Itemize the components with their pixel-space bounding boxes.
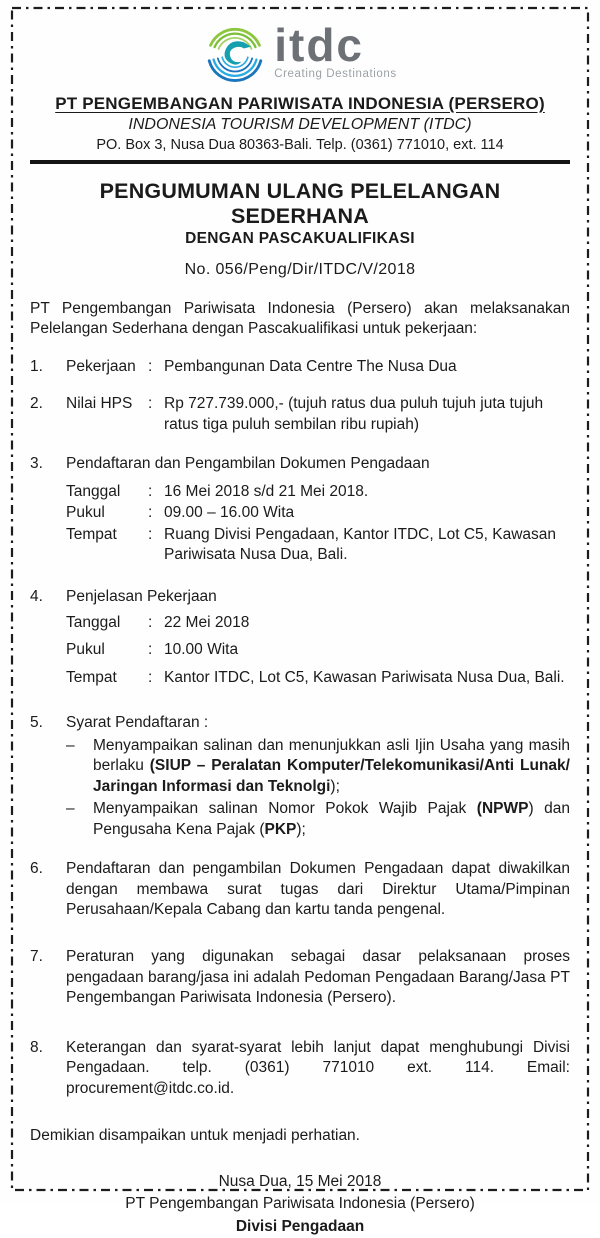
colon: : xyxy=(148,613,153,631)
bullet-text: Menyampaikan salinan Nomor Pokok Wajib Pajak (NPWP) dan Pengusaha Kena Pajak (PKP); xyxy=(93,800,570,838)
row-value: 22 Mei 2018 xyxy=(164,613,250,631)
detail-row xyxy=(66,613,570,633)
row-value: Kantor ITDC, Lot C5, Kawasan Pariwisata Nusa Dua, Bali. xyxy=(164,668,565,686)
colon: : xyxy=(148,525,153,543)
colon: : xyxy=(148,504,153,522)
signature-place-date: Nusa Dua, 15 Mei 2018 xyxy=(218,1172,382,1190)
item-value: Rp 727.739.000,- (tujuh ratus dua puluh tujuh juta tujuh ratus tiga puluh sembilan ribu rupiah) xyxy=(164,395,544,433)
signature-division: Divisi Pengadaan xyxy=(235,1217,365,1235)
item-text: Keterangan dan syarat-syarat lebih lanjut dapat menghubungi Divisi Pengadaan. telp. (0361) 771010 ext. 114. Email: procurement@itdc.co.id. xyxy=(66,1038,570,1097)
item-heading-row xyxy=(30,713,570,733)
company-subtitle: INDONESIA TOURISM DEVELOPMENT (ITDC) xyxy=(128,116,472,133)
row-value: 16 Mei 2018 s/d 21 Mei 2018. xyxy=(164,482,369,500)
bullet-dash: – xyxy=(66,800,75,818)
row-label: Tempat xyxy=(66,668,117,686)
item-number: 6. xyxy=(30,860,43,878)
colon: : xyxy=(148,395,153,413)
signature-company: PT Pengembangan Pariwisata Indonesia (Persero) xyxy=(125,1195,475,1213)
row-label: Pukul xyxy=(66,504,105,522)
detail-row xyxy=(66,640,570,660)
detail-row xyxy=(66,503,570,523)
item-number: 3. xyxy=(30,455,43,473)
company-name: PT PENGEMBANGAN PARIWISATA INDONESIA (PERSERO) xyxy=(55,94,545,113)
item-2-nilai-hps xyxy=(30,394,570,435)
bullet-item xyxy=(66,736,570,797)
bullet-item xyxy=(66,799,570,840)
item-heading: Syarat Pendaftaran : xyxy=(66,714,209,732)
colon: : xyxy=(148,668,153,686)
row-label: Tanggal xyxy=(66,482,121,500)
item-label: Nilai HPS xyxy=(66,395,133,413)
item-number: 1. xyxy=(30,357,43,375)
item-4-penjelasan xyxy=(30,587,570,689)
itdc-wordmark: itdc xyxy=(274,18,364,71)
itdc-wordmark-block xyxy=(274,18,397,81)
bullet-text: Menyampaikan salinan dan menunjukkan asli Ijin Usaha yang masih berlaku (SIUP – Peralatan Komputer/Telekomunikasi/Anti Lunak/ Jaringan Informasi dan Teknolgi); xyxy=(93,736,570,795)
item-heading: Pendaftaran dan Pengambilan Dokumen Pengadaan xyxy=(66,455,430,473)
item-heading-row xyxy=(30,587,570,607)
requirement-bullets xyxy=(30,736,570,840)
row-value: 09.00 – 16.00 Wita xyxy=(164,504,295,522)
colon: : xyxy=(148,641,153,659)
item-detail-rows xyxy=(30,613,570,688)
closing-line: Demikian disampaikan untuk menjadi perhatian. xyxy=(30,1127,360,1145)
item-heading: Penjelasan Pekerjaan xyxy=(66,587,217,605)
detail-row xyxy=(66,482,570,502)
bullet-dash: – xyxy=(66,736,75,754)
announcement-subtitle: DENGAN PASCAKUALIFIKASI xyxy=(185,230,415,247)
item-6-perwakilan xyxy=(30,859,570,920)
item-8-keterangan xyxy=(30,1038,570,1099)
item-1-pekerjaan xyxy=(30,357,570,377)
row-label: Tempat xyxy=(66,525,117,543)
item-number: 2. xyxy=(30,395,43,413)
signature-block xyxy=(30,1171,570,1238)
item-number: 5. xyxy=(30,714,43,732)
item-number: 8. xyxy=(30,1038,43,1056)
item-text: Pendaftaran dan pengambilan Dokumen Pengadaan dapat diwakilkan dengan membawa surat tugas dari Direktur Utama/Pimpinan Perusahaan/Kepala Cabang dan kartu tanda pengenal. xyxy=(66,860,570,918)
item-number: 4. xyxy=(30,587,43,605)
row-label: Pukul xyxy=(66,641,105,659)
item-heading-row xyxy=(30,454,570,474)
colon: : xyxy=(148,357,153,375)
item-3-pendaftaran xyxy=(30,454,570,565)
document-number: No. 056/Peng/Dir/ITDC/V/2018 xyxy=(184,261,416,278)
item-text: Peraturan yang digunakan sebagai dasar pelaksanaan proses pengadaan barang/jasa ini adalah Pedoman Pengadaan Barang/Jasa PT Pengembangan Pariwisata Indonesia (Persero). xyxy=(66,948,570,1007)
itdc-logo xyxy=(30,20,570,84)
colon: : xyxy=(148,482,153,500)
item-value: Pembangunan Data Centre The Nusa Dua xyxy=(164,357,457,375)
detail-row xyxy=(66,525,570,566)
row-value: 10.00 Wita xyxy=(164,641,239,659)
row-value: Ruang Divisi Pengadaan, Kantor ITDC, Lot C5, Kawasan Pariwisata Nusa Dua, Bali. xyxy=(164,525,557,564)
item-number: 7. xyxy=(30,948,43,966)
item-5-syarat xyxy=(30,713,570,840)
announcement-title: PENGUMUMAN ULANG PELELANGAN SEDERHANA xyxy=(99,179,501,228)
document-content xyxy=(30,12,570,1238)
company-address: PO. Box 3, Nusa Dua 80363-Bali. Telp. (0361) 771010, ext. 114 xyxy=(96,137,504,153)
item-7-peraturan xyxy=(30,947,570,1008)
detail-row xyxy=(66,668,570,688)
intro-paragraph: PT Pengembangan Pariwisata Indonesia (Persero) akan melaksanakan Pelelangan Sederhana dengan Pascakualifikasi untuk pekerjaan: xyxy=(30,300,570,338)
row-label: Tanggal xyxy=(66,613,121,631)
item-label: Pekerjaan xyxy=(66,357,136,375)
item-detail-rows xyxy=(30,482,570,566)
itdc-tagline: Creating Destinations xyxy=(274,68,397,81)
header-divider xyxy=(30,160,570,164)
itdc-swirl-icon xyxy=(203,20,267,84)
